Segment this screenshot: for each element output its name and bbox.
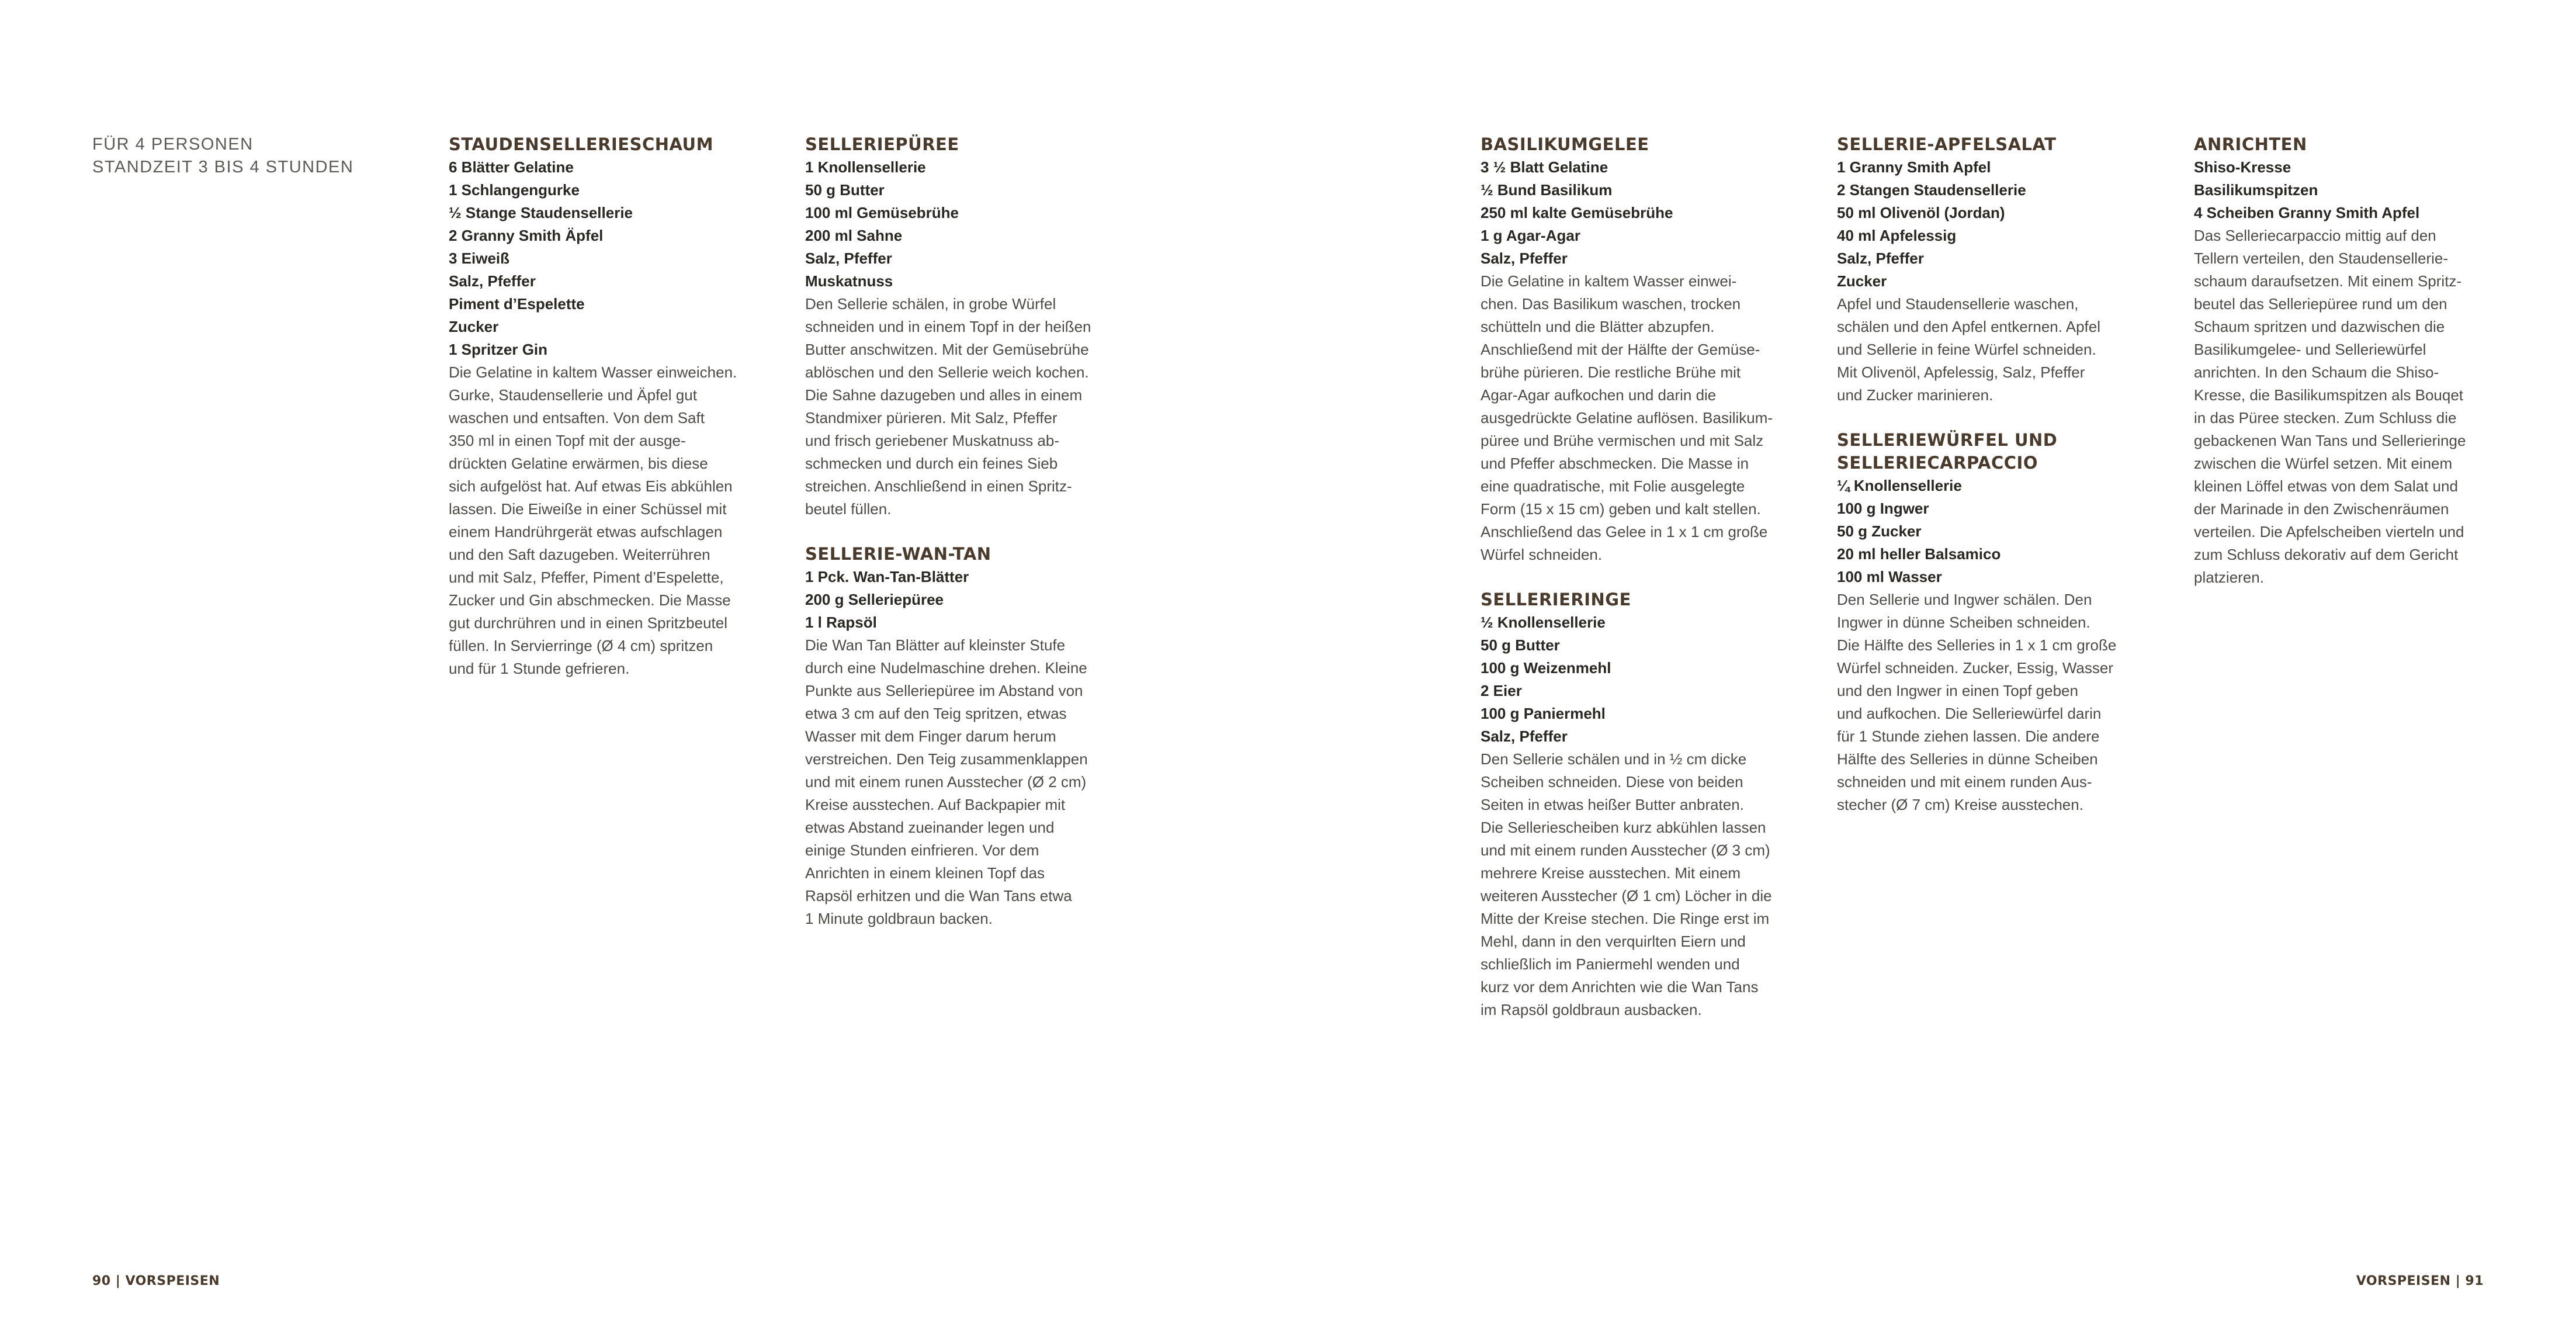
method-text	[805, 634, 1091, 930]
ingredient-item: Zucker	[449, 318, 499, 335]
ingredient-item: 1 Pck. Wan-Tan-Blätter	[805, 568, 969, 585]
method-line: schließlich im Paniermehl wenden und	[1481, 955, 1740, 973]
method-line: Mitte der Kreise stechen. Die Ringe erst im	[1481, 910, 1770, 927]
section-heading	[805, 133, 1091, 156]
ingredient-list	[449, 156, 737, 361]
ingredient-item: 2 Stangen Staudensellerie	[1837, 181, 2026, 199]
recipe-column	[1481, 133, 1773, 1044]
section-heading-line: ANRICHTEN	[2194, 134, 2307, 154]
method-line: 350 ml in einen Topf mit der ausge-	[449, 432, 686, 449]
method-line: schütteln und die Blätter abzupfen.	[1481, 318, 1715, 335]
method-text	[1837, 588, 2116, 816]
method-line: gebackenen Wan Tans und Sellerieringe	[2194, 432, 2466, 449]
ingredient-item: ½ Knollensellerie	[1481, 614, 1606, 631]
method-line: füllen. In Servierringe (Ø 4 cm) spritzen	[449, 637, 713, 654]
section-heading	[1837, 429, 2116, 474]
ingredient-item: ½ Stange Staudensellerie	[449, 204, 633, 221]
standing-time-label: STANDZEIT 3 BIS 4 STUNDEN	[92, 158, 354, 176]
ingredient-item: 20 ml heller Balsamico	[1837, 545, 2001, 563]
ingredient-list	[1837, 474, 2116, 588]
section-heading-line: SELLERIE-WAN-TAN	[805, 544, 991, 564]
method-line: Form (15 x 15 cm) geben und kalt stellen.	[1481, 500, 1761, 518]
method-line: schmecken und durch ein feines Sieb	[805, 455, 1058, 472]
method-line: und mit einem runen Ausstecher (Ø 2 cm)	[805, 773, 1087, 791]
method-line: beutel füllen.	[805, 500, 892, 518]
method-line: schneiden und in einem Topf in der heißen	[805, 318, 1091, 335]
section-heading-line: SELLERIEWÜRFEL UND	[1837, 430, 2058, 450]
section-heading	[1837, 133, 2116, 156]
method-text	[1481, 270, 1773, 566]
method-line: püree und Brühe vermischen und mit Salz	[1481, 432, 1764, 449]
method-line: Würfel schneiden. Zucker, Essig, Wasser	[1837, 659, 2113, 677]
method-line: und frisch geriebener Muskatnuss ab-	[805, 432, 1060, 449]
method-line: Anschließend mit der Hälfte der Gemüse-	[1481, 341, 1760, 358]
ingredient-item: 3 ½ Blatt Gelatine	[1481, 158, 1608, 176]
method-line: einige Stunden einfrieren. Vor dem	[805, 841, 1039, 859]
ingredient-item: 50 g Butter	[1481, 636, 1560, 654]
method-line: Seiten in etwas heißer Butter anbraten.	[1481, 796, 1744, 813]
method-line: etwas Abstand zueinander legen und	[805, 819, 1055, 836]
method-line: verstreichen. Den Teig zusammenklappen	[805, 750, 1088, 768]
method-line: Scheiben schneiden. Diese von beiden	[1481, 773, 1743, 791]
page-number-right: VORSPEISEN | 91	[2356, 1274, 2484, 1288]
ingredient-item: 100 ml Gemüsebrühe	[805, 204, 959, 221]
method-text	[2194, 224, 2466, 589]
recipe-section-sellerieringe	[1481, 588, 1773, 1021]
ingredient-item: 1 g Agar-Agar	[1481, 227, 1580, 244]
ingredient-item: 1 Knollensellerie	[805, 158, 926, 176]
section-heading-line: STAUDENSELLERIESCHAUM	[449, 134, 713, 154]
ingredient-item: 50 g Zucker	[1837, 522, 1922, 540]
ingredient-list	[2194, 156, 2466, 224]
ingredient-item: 1 Granny Smith Apfel	[1837, 158, 1991, 176]
method-line: und für 1 Stunde gefrieren.	[449, 660, 630, 677]
method-line: einem Handrührgerät etwas aufschlagen	[449, 523, 723, 540]
section-heading-line: SELLERIE-APFELSALAT	[1837, 134, 2057, 154]
method-line: Punkte aus Selleriepüree im Abstand von	[805, 682, 1083, 699]
method-line: verteilen. Die Apfelscheiben vierteln und	[2194, 523, 2464, 540]
method-line: waschen und entsaften. Von dem Saft	[449, 409, 705, 427]
method-line: Die Hälfte des Selleries in 1 x 1 cm große	[1837, 636, 2117, 654]
method-line: streichen. Anschließend in einen Spritz-	[805, 477, 1072, 495]
ingredient-item: 6 Blätter Gelatine	[449, 158, 574, 176]
section-heading	[2194, 133, 2466, 156]
method-line: kurz vor dem Anrichten wie die Wan Tans	[1481, 978, 1759, 996]
method-line: Würfel schneiden.	[1481, 546, 1603, 563]
ingredient-list	[1837, 156, 2116, 293]
ingredient-item: Salz, Pfeffer	[1837, 250, 1924, 267]
ingredient-item: 50 g Butter	[805, 181, 885, 199]
ingredient-item: Shiso-Kresse	[2194, 158, 2291, 176]
ingredient-item: 200 g Selleriepüree	[805, 591, 944, 608]
method-line: Wasser mit dem Finger darum herum	[805, 727, 1056, 745]
ingredient-list	[805, 156, 1091, 293]
method-line: Kresse, die Basilikumspitzen als Bouqet	[2194, 386, 2464, 404]
method-line: gut durchrühren und in einen Spritzbeutel	[449, 614, 727, 632]
method-line: Rapsöl erhitzen und die Wan Tans etwa	[805, 887, 1072, 905]
method-line: 1 Minute goldbraun backen.	[805, 910, 993, 927]
method-line: anrichten. In den Schaum die Shiso-	[2194, 363, 2439, 381]
method-line: Das Selleriecarpaccio mittig auf den	[2194, 227, 2436, 244]
section-heading-line: BASILIKUMGELEE	[1481, 134, 1649, 154]
section-heading	[449, 133, 737, 156]
recipe-section-staudensellerieschaum	[449, 133, 737, 680]
method-line: ablöschen und den Sellerie weich kochen.	[805, 363, 1089, 381]
recipe-section-selleriepuree	[805, 133, 1091, 521]
ingredient-item: Salz, Pfeffer	[1481, 250, 1568, 267]
method-line: und aufkochen. Die Selleriewürfel darin	[1837, 705, 2102, 722]
recipe-column	[2194, 133, 2466, 611]
recipe-section-sellerie-wan-tan	[805, 543, 1091, 930]
method-line: Die Sahne dazugeben und alles in einem	[805, 386, 1083, 404]
method-line: zwischen die Würfel setzen. Mit einem	[2194, 455, 2453, 472]
ingredient-item: 100 g Ingwer	[1837, 500, 1929, 517]
method-line: Mehl, dann in den verquirlten Eiern und	[1481, 933, 1746, 950]
method-line: durch eine Nudelmaschine drehen. Kleine	[805, 659, 1087, 677]
method-line: Ingwer in dünne Scheiben schneiden.	[1837, 614, 2090, 631]
method-line: und mit einem runden Ausstecher (Ø 3 cm)	[1481, 841, 1770, 859]
method-line: Tellern verteilen, den Staudensellerie-	[2194, 250, 2449, 267]
method-line: ausgedrückte Gelatine auflösen. Basilikum-	[1481, 409, 1773, 427]
recipe-section-basilikumgelee	[1481, 133, 1773, 566]
method-line: Schaum spritzen und dazwischen die	[2194, 318, 2445, 335]
method-text	[449, 361, 737, 680]
ingredient-item: 50 ml Olivenöl (Jordan)	[1837, 204, 2005, 221]
method-line: schaum daraufsetzen. Mit einem Spritz-	[2194, 272, 2462, 290]
ingredient-list	[1481, 156, 1773, 270]
recipe-section-sellerie-apfelsalat	[1837, 133, 2116, 407]
section-heading-line: SELLERIERINGE	[1481, 590, 1631, 609]
method-line: und Zucker marinieren.	[1837, 386, 1993, 404]
ingredient-item: 100 g Paniermehl	[1481, 705, 1606, 722]
method-line: drückten Gelatine erwärmen, bis diese	[449, 455, 708, 472]
method-line: mehrere Kreise ausstechen. Mit einem	[1481, 864, 1741, 882]
method-line: der Marinade in den Zwischenräumen	[2194, 500, 2449, 518]
method-line: weiteren Ausstecher (Ø 1 cm) Löcher in die	[1481, 887, 1772, 905]
ingredient-list	[805, 566, 1091, 634]
ingredient-item: Piment d’Espelette	[449, 295, 585, 313]
method-line: Den Sellerie schälen, in grobe Würfel	[805, 295, 1056, 313]
method-line: chen. Das Basilikum waschen, trocken	[1481, 295, 1741, 313]
method-line: eine quadratische, mit Folie ausgelegte	[1481, 477, 1745, 495]
ingredient-item: 100 ml Wasser	[1837, 568, 1942, 585]
method-line: brühe pürieren. Die restliche Brühe mit	[1481, 363, 1741, 381]
ingredient-item: Salz, Pfeffer	[805, 250, 892, 267]
method-line: Anschließend das Gelee in 1 x 1 cm große	[1481, 523, 1768, 540]
method-line: und mit Salz, Pfeffer, Piment d’Espelette,	[449, 569, 724, 586]
method-line: Mit Olivenöl, Apfelessig, Salz, Pfeffer	[1837, 363, 2085, 381]
method-line: platzieren.	[2194, 569, 2264, 586]
ingredient-item: 4 Scheiben Granny Smith Apfel	[2194, 204, 2420, 221]
section-heading	[1481, 133, 1773, 156]
method-line: Zucker und Gin abschmecken. Die Masse	[449, 591, 731, 609]
method-line: lassen. Die Eiweiße in einer Schüssel mit	[449, 500, 727, 518]
ingredient-item: Salz, Pfeffer	[449, 272, 536, 290]
ingredient-item: Zucker	[1837, 272, 1887, 290]
ingredient-list	[1481, 611, 1773, 748]
method-line: Basilikumgelee- und Selleriewürfel	[2194, 341, 2426, 358]
method-line: schneiden und mit einem runden Aus-	[1837, 773, 2092, 791]
ingredient-item: 250 ml kalte Gemüsebrühe	[1481, 204, 1673, 221]
ingredient-item: 200 ml Sahne	[805, 227, 903, 244]
method-line: Den Sellerie und Ingwer schälen. Den	[1837, 591, 2092, 608]
method-line: Die Wan Tan Blätter auf kleinster Stufe	[805, 636, 1066, 654]
method-line: zum Schluss dekorativ auf dem Gericht	[2194, 546, 2459, 563]
method-text	[805, 293, 1091, 521]
ingredient-item: Muskatnuss	[805, 272, 893, 290]
method-line: und Pfeffer abschmecken. Die Masse in	[1481, 455, 1749, 472]
method-line: Apfel und Staudensellerie waschen,	[1837, 295, 2079, 313]
method-line: kleinen Löffel etwas von dem Salat und	[2194, 477, 2458, 495]
method-line: Anrichten in einem kleinen Topf das	[805, 864, 1045, 882]
method-line: und den Saft dazugeben. Weiterrühren	[449, 546, 710, 563]
method-line: Standmixer pürieren. Mit Salz, Pfeffer	[805, 409, 1058, 427]
method-line: in das Püree stecken. Zum Schluss die	[2194, 409, 2457, 427]
method-line: Den Sellerie schälen und in ½ cm dicke	[1481, 750, 1747, 768]
ingredient-item: 2 Granny Smith Äpfel	[449, 227, 604, 244]
ingredient-item: 100 g Weizenmehl	[1481, 659, 1611, 677]
recipe-section-selleriewurfel-und-selleriecarpaccio	[1837, 429, 2116, 816]
method-line: Die Gelatine in kaltem Wasser einwei-	[1481, 272, 1737, 290]
ingredient-item: ½ Bund Basilikum	[1481, 181, 1613, 199]
method-line: Die Selleriescheiben kurz abkühlen lassen	[1481, 819, 1766, 836]
servings-label: FÜR 4 PERSONEN	[92, 135, 254, 154]
method-line: sich aufgelöst hat. Auf etwas Eis abkühlen	[449, 477, 733, 495]
method-line: beutel das Selleriepüree rund um den	[2194, 295, 2447, 313]
recipe-section-anrichten	[2194, 133, 2466, 589]
ingredient-item: ¼ Knollensellerie	[1837, 477, 1962, 494]
method-line: und Sellerie in feine Würfel schneiden.	[1837, 341, 2096, 358]
recipe-column	[805, 133, 1091, 952]
section-heading-line: SELLERIEPÜREE	[805, 134, 959, 154]
method-line: stecher (Ø 7 cm) Kreise ausstechen.	[1837, 796, 2083, 813]
method-line: im Rapsöl goldbraun ausbacken.	[1481, 1001, 1702, 1018]
method-line: Kreise ausstechen. Auf Backpapier mit	[805, 796, 1066, 813]
section-heading	[805, 543, 1091, 566]
method-line: Gurke, Staudensellerie und Äpfel gut	[449, 386, 697, 404]
method-line: Die Gelatine in kaltem Wasser einweichen.	[449, 363, 737, 381]
ingredient-item: 1 Schlangengurke	[449, 181, 580, 199]
method-line: und den Ingwer in einen Topf geben	[1837, 682, 2078, 699]
ingredient-item: 2 Eier	[1481, 682, 1522, 699]
method-line: Agar-Agar aufkochen und darin die	[1481, 386, 1717, 404]
recipe-column	[449, 133, 737, 702]
method-text	[1837, 293, 2116, 407]
method-text	[1481, 748, 1773, 1021]
ingredient-item: Basilikumspitzen	[2194, 181, 2318, 199]
page-number-left: 90 | VORSPEISEN	[92, 1274, 220, 1288]
ingredient-item: 40 ml Apfelessig	[1837, 227, 1957, 244]
ingredient-item: 1 Spritzer Gin	[449, 341, 548, 358]
method-line: etwa 3 cm auf den Teig spritzen, etwas	[805, 705, 1067, 722]
section-heading-line: SELLERIECARPACCIO	[1837, 453, 2038, 473]
method-line: für 1 Stunde ziehen lassen. Die andere	[1837, 727, 2100, 745]
method-line: schälen und den Apfel entkernen. Apfel	[1837, 318, 2101, 335]
ingredient-item: 3 Eiweiß	[449, 250, 510, 267]
ingredient-item: 1 l Rapsöl	[805, 614, 877, 631]
serving-info	[92, 133, 361, 179]
method-line: Butter anschwitzen. Mit der Gemüsebrühe	[805, 341, 1089, 358]
section-heading	[1481, 588, 1773, 611]
ingredient-item: Salz, Pfeffer	[1481, 727, 1568, 745]
method-line: Hälfte des Selleries in dünne Scheiben	[1837, 750, 2098, 768]
recipe-column	[1837, 133, 2116, 838]
